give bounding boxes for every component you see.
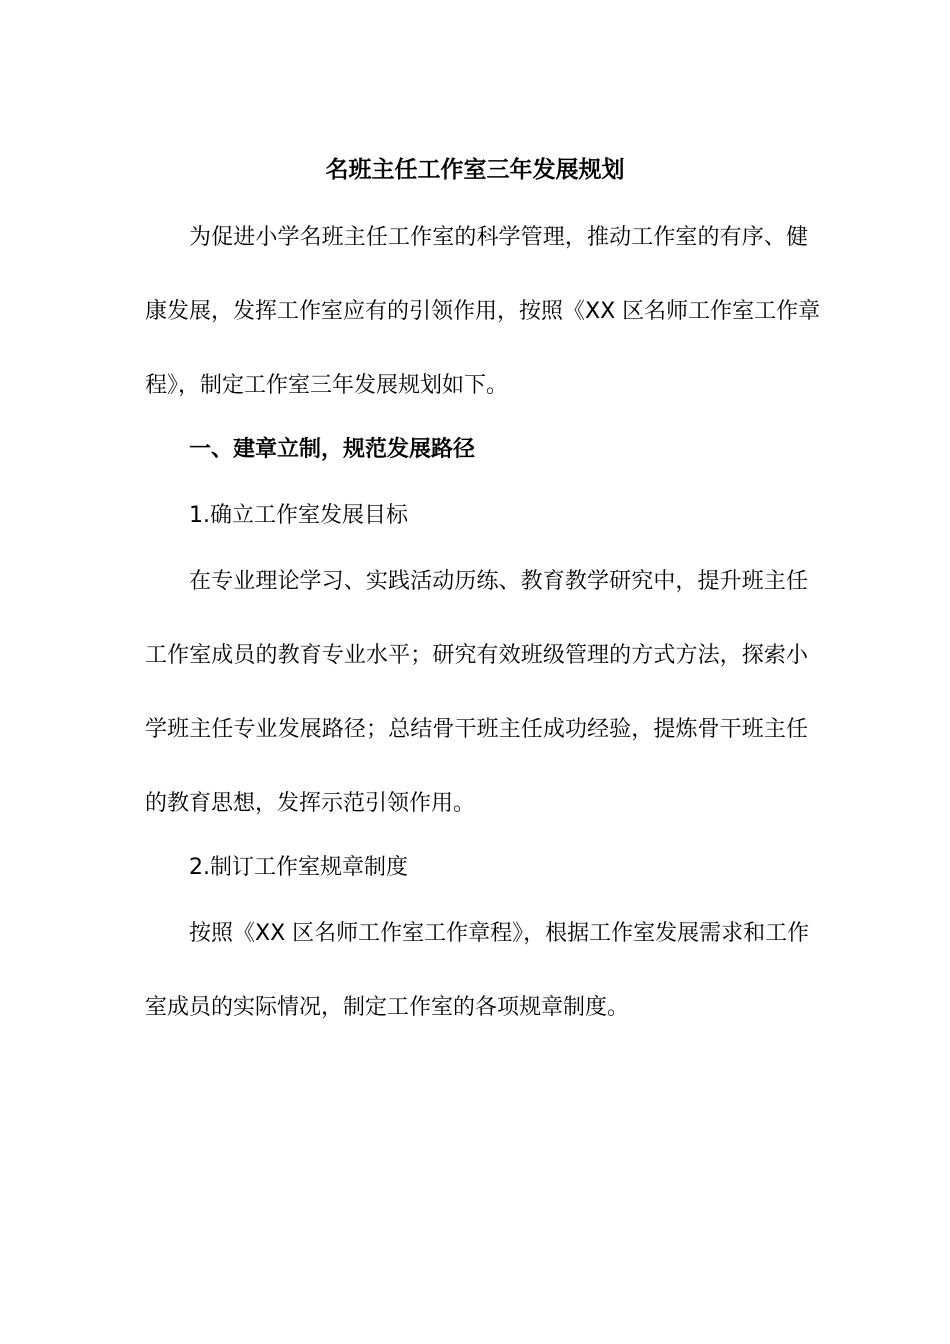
intro-line-1: 为促进小学名班主任工作室的科学管理，推动工作室的有序、健 xyxy=(189,225,808,250)
intro-line-3: 程》，制定工作室三年发展规划如下。 xyxy=(145,373,509,398)
paragraph-1-line-3: 学班主任专业发展路径；总结骨干班主任成功经验，提炼骨干班主任 xyxy=(145,717,808,742)
paragraph-2-line-2: 室成员的实际情况，制定工作室的各项规章制度。 xyxy=(145,995,630,1020)
document-title: 名班主任工作室三年发展规划 xyxy=(325,157,625,183)
subsection-heading-1: 1.确立工作室发展目标 xyxy=(189,503,408,528)
paragraph-1-line-1: 在专业理论学习、实践活动历练、教育教学研究中，提升班主任 xyxy=(189,569,808,594)
paragraph-2-line-1: 按照《XX 区名师工作室工作章程》，根据工作室发展需求和工作 xyxy=(189,921,810,946)
section-heading: 一、建章立制，规范发展路径 xyxy=(189,437,476,462)
paragraph-1-line-4: 的教育思想，发挥示范引领作用。 xyxy=(145,791,476,816)
intro-line-2: 康发展，发挥工作室应有的引领作用，按照《XX 区名师工作室工作章 xyxy=(145,299,821,324)
paragraph-1-line-2: 工作室成员的教育专业水平；研究有效班级管理的方式方法，探索小 xyxy=(145,643,808,668)
subsection-heading-2: 2.制订工作室规章制度 xyxy=(189,855,408,880)
